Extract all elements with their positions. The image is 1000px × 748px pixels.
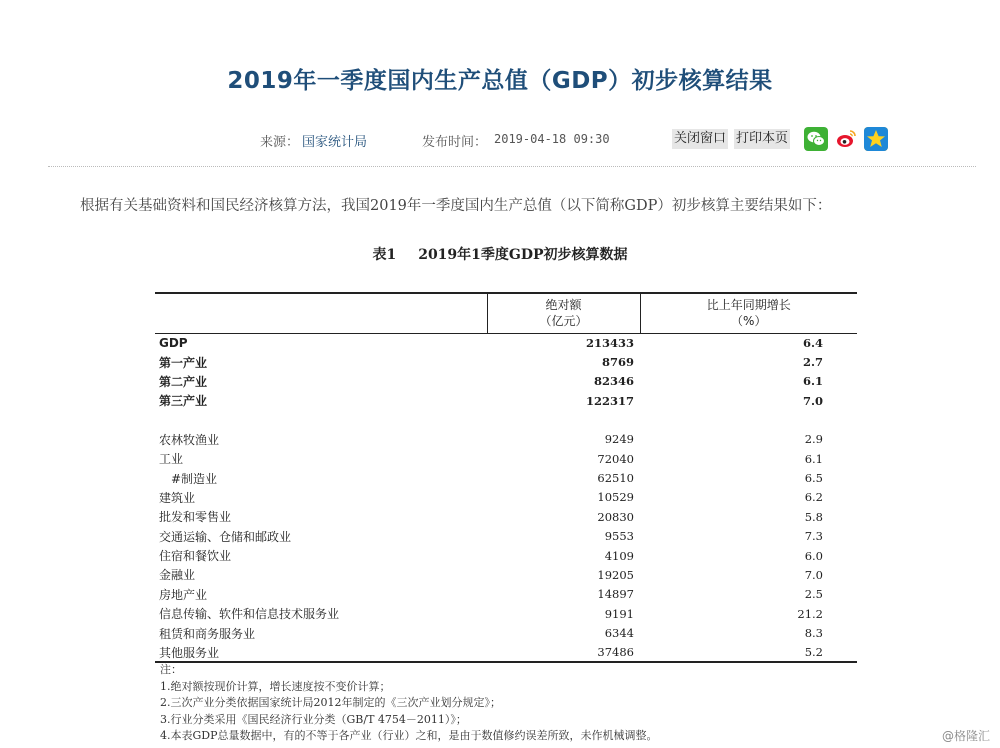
weibo-icon[interactable]: [834, 127, 858, 151]
row-name: 第一产业: [159, 355, 208, 370]
row-name: 建筑业: [159, 490, 196, 505]
row-growth: 8.3: [804, 626, 823, 641]
row-absolute: 37486: [597, 645, 634, 660]
header-absolute-label: 绝对额: [545, 298, 582, 313]
table-row: [155, 430, 857, 449]
row-growth: 2.5: [804, 587, 823, 602]
table-row: [155, 565, 857, 584]
table-row: [155, 352, 857, 371]
table-row: [155, 623, 857, 642]
table-row: [155, 527, 857, 546]
table-row: [155, 372, 857, 391]
row-name: GDP: [159, 335, 188, 350]
row-name: 房地产业: [159, 587, 208, 602]
row-name: 农林牧渔业: [159, 432, 220, 447]
row-absolute: 82346: [593, 374, 634, 389]
row-growth: 5.8: [804, 509, 823, 524]
row-growth: 5.2: [804, 645, 823, 660]
row-absolute: 9249: [604, 432, 634, 447]
row-name: 金融业: [159, 568, 196, 583]
note-item: 2.三次产业分类依据国家统计局2012年制定的《三次产业划分规定》；: [160, 696, 501, 709]
row-absolute: 6344: [604, 626, 634, 641]
table-notes: [160, 662, 658, 745]
watermark: @格隆汇: [941, 729, 990, 743]
table-row: [155, 546, 857, 565]
table-caption: [0, 244, 1000, 264]
table-row: [155, 333, 857, 352]
header-growth-label: 比上年同期增长: [706, 298, 791, 313]
row-growth: 2.9: [804, 432, 823, 447]
row-absolute: 20830: [597, 509, 634, 524]
publish-time-label: 发布时间：: [422, 135, 488, 150]
row-name: 第二产业: [159, 374, 208, 389]
spacer-cell: [640, 411, 857, 430]
row-absolute: 9191: [604, 606, 634, 621]
row-absolute: 8769: [601, 355, 634, 370]
header-name-cell: [155, 293, 487, 333]
wechat-icon[interactable]: [804, 127, 828, 151]
note-item: 3.行业分类采用《国民经济行业分类（GB/T 4754－2011）》；: [160, 712, 467, 726]
row-growth: 6.2: [804, 490, 823, 505]
row-name: 工业: [159, 452, 184, 467]
row-growth: 6.1: [802, 374, 823, 389]
row-absolute: 14897: [597, 587, 634, 602]
row-name: 租赁和商务服务业: [159, 626, 256, 641]
table-caption-text: 2019年1季度GDP初步核算数据: [418, 247, 628, 263]
row-growth: 6.1: [804, 451, 823, 466]
row-name: 批发和零售业: [159, 510, 232, 525]
row-absolute: 62510: [597, 471, 634, 486]
table-spacer-row: [155, 411, 857, 430]
table-row: [155, 507, 857, 526]
table-header-row: [155, 293, 857, 333]
qzone-star-graphic: [864, 127, 888, 151]
spacer-cell: [155, 411, 487, 430]
row-growth: 7.0: [804, 567, 823, 582]
row-name: 其他服务业: [159, 645, 220, 660]
spacer-cell: [487, 411, 640, 430]
wechat-icon-graphic: [804, 127, 828, 151]
row-absolute: 72040: [597, 451, 634, 466]
header-growth-cell: [640, 293, 857, 333]
note-item: 1.绝对额按现价计算，增长速度按不变价计算；: [160, 679, 391, 693]
table-row: [155, 585, 857, 604]
row-absolute: 213433: [585, 335, 634, 350]
row-growth: 6.4: [802, 335, 823, 350]
row-absolute: 9553: [604, 529, 634, 544]
close-window-button[interactable]: 关闭窗口: [672, 129, 728, 149]
table-row: [155, 468, 857, 487]
row-growth: 7.3: [804, 529, 823, 544]
table-row: [155, 449, 857, 468]
row-absolute: 10529: [597, 490, 634, 505]
intro-paragraph: 根据有关基础资料和国民经济核算方法，我国2019年一季度国内生产总值（以下简称GDP）初步核算主要结果如下：: [80, 198, 832, 214]
qzone-icon[interactable]: [864, 127, 888, 151]
row-name: 住宿和餐饮业: [159, 549, 232, 564]
source-label: 来源：: [260, 135, 300, 150]
header-divider: [48, 166, 976, 167]
row-name: 第三产业: [159, 394, 208, 409]
header-absolute-cell: [487, 293, 640, 333]
row-growth: 2.7: [802, 355, 823, 370]
header-growth-unit: （%）: [731, 314, 767, 329]
row-name: 信息传输、软件和信息技术服务业: [159, 607, 340, 622]
note-item: 4.本表GDP总量数据中，有的不等于各产业（行业）之和，是由于数值修约误差所致，未作机械调整。: [160, 729, 658, 742]
row-absolute: 122317: [585, 393, 634, 408]
row-growth: 6.0: [804, 548, 823, 563]
page-title: 2019年一季度国内生产总值（GDP）初步核算结果: [227, 68, 773, 94]
table-row: [155, 391, 857, 410]
row-absolute: 4109: [604, 548, 634, 563]
publish-time-value: 2019-04-18 09:30: [494, 132, 610, 146]
meta-row: [0, 129, 1000, 153]
header-absolute-unit: （亿元）: [539, 314, 588, 329]
table-caption-number: 表1: [372, 247, 397, 263]
table-row: [155, 643, 857, 662]
table-row: [155, 488, 857, 507]
row-name: #制造业: [171, 471, 218, 486]
row-growth: 7.0: [802, 393, 823, 408]
row-absolute: 19205: [597, 567, 634, 582]
print-page-button[interactable]: 打印本页: [734, 129, 790, 149]
row-name: 交通运输、仓储和邮政业: [159, 529, 292, 544]
row-growth: 21.2: [797, 606, 823, 621]
source-link[interactable]: 国家统计局: [302, 135, 368, 150]
table-row: [155, 604, 857, 623]
notes-heading: 注：: [160, 663, 182, 676]
weibo-icon-graphic: [834, 127, 858, 151]
gdp-table: [155, 292, 857, 663]
row-growth: 6.5: [804, 471, 823, 486]
